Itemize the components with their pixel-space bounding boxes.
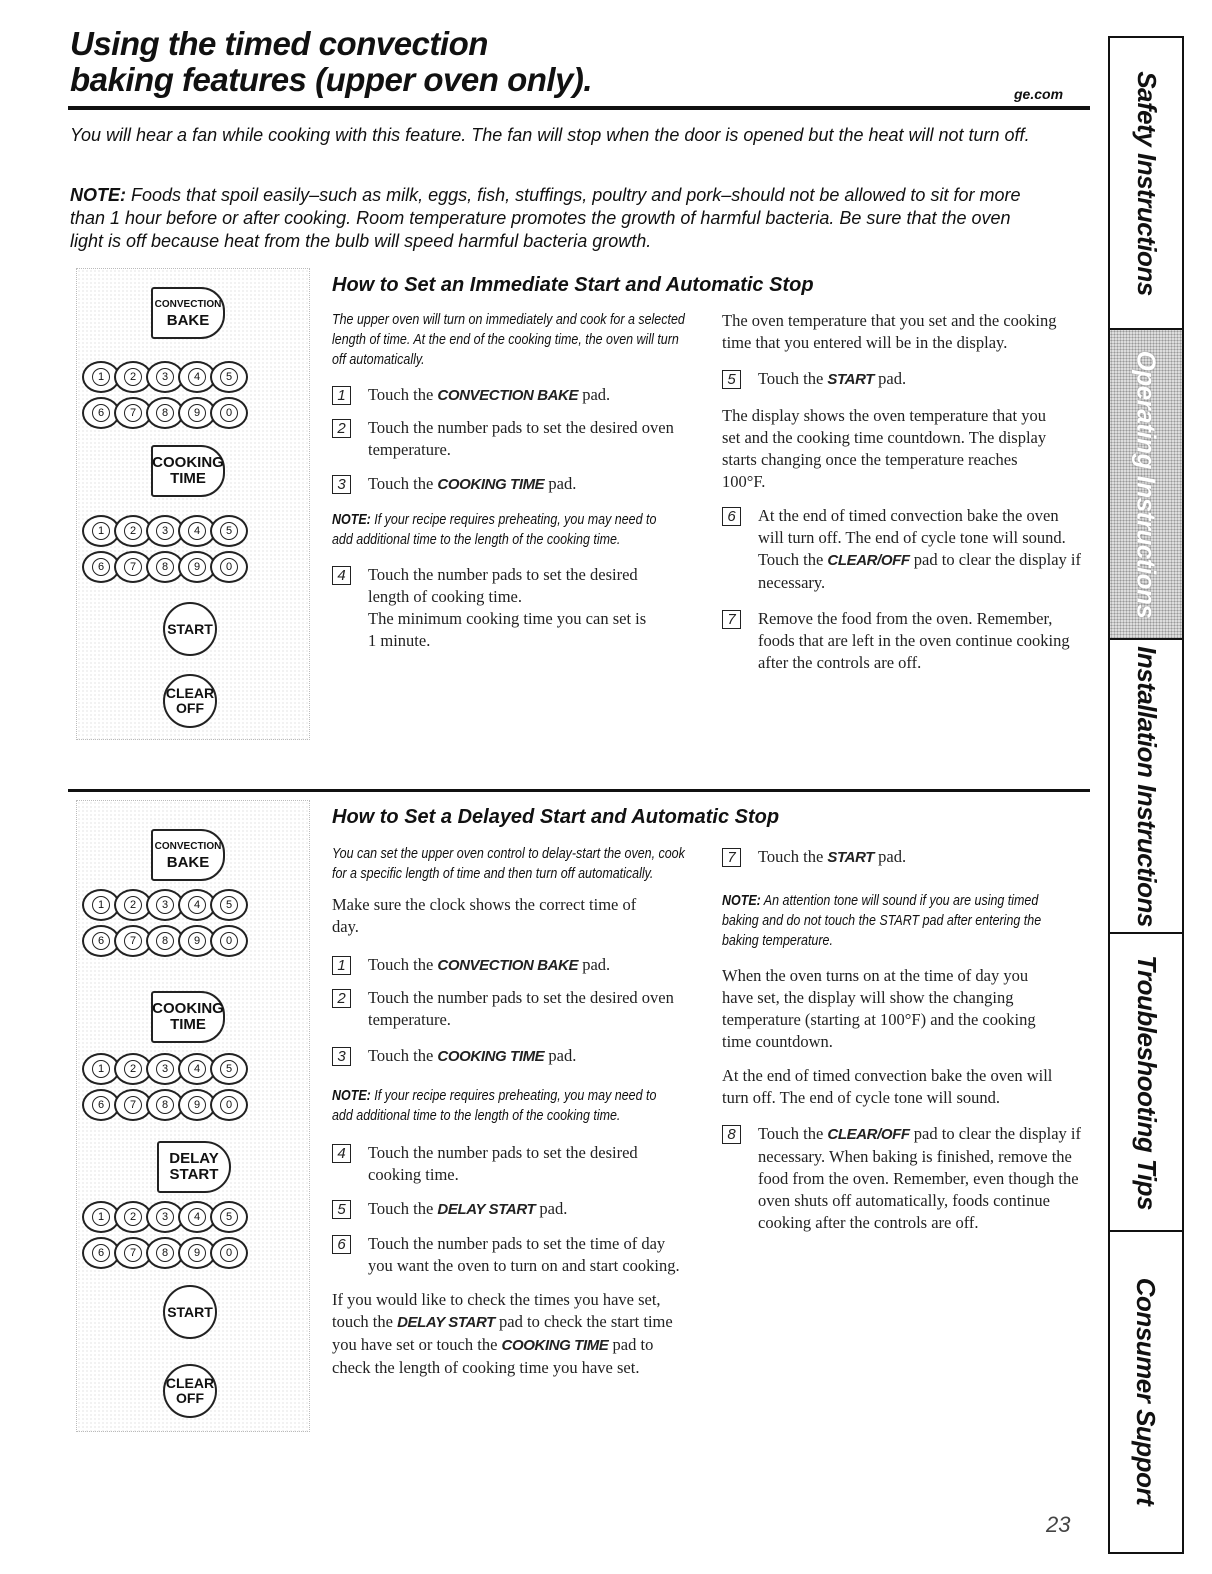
number-key: 6 [82,1237,120,1269]
step-number: 8 [722,1125,741,1144]
step-4: 4 Touch the number pads to set the desired length of cooking time. The minimum cooking time you can set is 1 minute. [332,564,652,652]
keypad-illustration-1 [76,268,310,740]
title-rule [68,106,1090,110]
pad-label: START [167,620,213,637]
number-key: 2 [114,1201,152,1233]
section1-right-column [722,310,1086,674]
number-key: 7 [114,551,152,583]
number-key: 9 [178,925,216,957]
convection-bake-pad [151,829,225,881]
number-key: 2 [114,1053,152,1085]
sidebar-tab-label: Installation Instructions [1131,645,1162,927]
step-number: 7 [722,848,741,867]
number-key: 9 [178,1237,216,1269]
note-text: Foods that spoil easily–such as milk, eggs, fish, stuffings, poultry and pork–should not be allowed to sit for more than 1 hour before or after cooking. Room temperature promotes the growth of harmful bacteria. Be sure that the oven light is off because heat from the bulb will speed harmful bacteria growth. [70,185,1021,251]
start-pad [163,602,217,656]
number-key: 1 [82,515,120,547]
step-number: 3 [332,1047,351,1066]
number-key: 8 [146,397,184,429]
number-key: 0 [210,1089,248,1121]
sidebar-tab-label: Safety Instructions [1131,70,1162,296]
sidebar-tab-safety[interactable] [1110,38,1182,328]
number-key: 7 [114,925,152,957]
step-number: 2 [332,989,351,1008]
step-number: 2 [332,419,351,438]
number-key: 8 [146,1237,184,1269]
sidebar-tab-label: Troubleshooting Tips [1131,954,1162,1210]
number-key: 4 [178,889,216,921]
number-row-1 [82,515,242,547]
pad-label: OFF [176,1390,204,1406]
number-key: 0 [210,1237,248,1269]
step-4: 4 Touch the number pads to set the desired cooking time. [332,1142,692,1186]
pad-label: COOKING [152,454,224,471]
number-key: 1 [82,889,120,921]
number-key: 1 [82,1201,120,1233]
pad-label: START [167,1303,213,1320]
step-2: 2 Touch the number pads to set the desired oven temperature. [332,417,712,461]
sidebar-tab-troubleshooting[interactable] [1110,934,1182,1230]
number-key: 1 [82,361,120,393]
number-row-2 [82,925,242,957]
step-number: 7 [722,610,741,629]
section1-left-column [332,310,712,652]
step-number: 3 [332,475,351,494]
step-number: 5 [332,1200,351,1219]
title-line-1: Using the timed convection [70,25,488,62]
number-key: 5 [210,361,248,393]
number-key: 7 [114,1089,152,1121]
number-key: 2 [114,889,152,921]
section1-right-intro: The oven temperature that you set and the cooking time that you entered will be in the display. [722,311,1057,352]
number-key: 7 [114,1237,152,1269]
pad-label: TIME [170,470,206,487]
number-key: 6 [82,925,120,957]
cooking-time-pad [151,991,225,1043]
pad-label: BAKE [166,854,210,871]
pad-label: START [169,1166,219,1183]
number-row-2 [82,1089,242,1121]
number-key: 8 [146,925,184,957]
number-key: 3 [146,515,184,547]
when-paragraph: When the oven turns on at the time of day you have set, the display will show the changing temperature (starting at 100°F) and the cooking time countdown. [722,966,1036,1051]
number-row-1 [82,1201,242,1233]
clock-paragraph: Make sure the clock shows the correct time of day. [332,895,637,936]
section2-intro: You can set the upper oven control to delay-start the oven, cook for a specific length of time and then turn off automatically. [332,846,685,882]
number-key: 0 [210,397,248,429]
pad-label: OFF [176,700,204,716]
step-number: 5 [722,370,741,389]
pad-label: CLEAR [165,1375,215,1391]
step-5: 5 Touch the START pad. [722,368,1086,391]
number-key: 5 [210,1201,248,1233]
step-6: 6 At the end of timed convection bake the oven will turn off. The end of cycle tone will sound. Touch the CLEAR/OFF pad to clear the display if necessary. [722,505,1086,594]
number-key: 4 [178,1053,216,1085]
section2-note-2: NOTE: An attention tone will sound if you are using timed baking and do not touch the START pad after entering the baking temperature. [722,893,1042,949]
step-number: 1 [332,386,351,405]
number-key: 5 [210,1053,248,1085]
number-key: 5 [210,515,248,547]
step-1: 1 Touch the CONVECTION BAKE pad. [332,954,692,977]
step-2: 2 Touch the number pads to set the desired oven temperature. [332,987,692,1031]
number-key: 6 [82,1089,120,1121]
step-7: 7 Touch the START pad. [722,846,1086,869]
cooking-time-pad [151,445,225,497]
step-8: 8 Touch the CLEAR/OFF pad to clear the display if necessary. When baking is finished, remove the food from the oven. Remember, even though the oven shuts off automatically, foods continue cooking after the controls are off. [722,1123,1086,1234]
step-number: 1 [332,956,351,975]
number-row-1 [82,889,242,921]
number-row-2 [82,1237,242,1269]
page-title [70,26,592,98]
end-paragraph: At the end of timed convection bake the oven will turn off. The end of cycle tone will sound. [722,1066,1053,1107]
note-paragraph [70,184,1030,253]
number-row-2 [82,551,242,583]
pad-label: CONVECTION [154,841,222,852]
number-key: 8 [146,551,184,583]
step-number: 6 [722,507,741,526]
number-key: 6 [82,551,120,583]
number-key: 4 [178,361,216,393]
pad-label: CONVECTION [154,299,222,310]
pad-label: TIME [170,1016,206,1033]
step-number: 6 [332,1235,351,1254]
keypad-illustration-2 [76,800,310,1432]
section1-heading: How to Set an Immediate Start and Automatic Stop [332,274,814,296]
number-key: 9 [178,1089,216,1121]
page-number: 23 [1046,1512,1071,1537]
number-key: 0 [210,551,248,583]
sidebar-tab-label: Consumer Support [1131,1277,1162,1505]
number-key: 9 [178,551,216,583]
clear-off-pad [163,674,217,728]
number-key: 3 [146,1053,184,1085]
step-number: 4 [332,1144,351,1163]
number-key: 8 [146,1089,184,1121]
site-label: ge.com [1014,86,1064,102]
number-key: 4 [178,515,216,547]
section2-left-column [332,844,692,1379]
number-key: 2 [114,361,152,393]
pad-label: DELAY [169,1150,219,1167]
number-key: 3 [146,889,184,921]
display-paragraph: The display shows the oven temperature that you set and the cooking time countdown. The display starts changing once the temperature reaches 100°F. [722,406,1047,491]
number-key: 7 [114,397,152,429]
section2-right-column [722,846,1086,1234]
section2-note: NOTE: If your recipe requires preheating, you may need to add additional time to the length of the cooking time. [332,1088,657,1124]
section2-heading: How to Set a Delayed Start and Automatic Stop [332,806,780,828]
sidebar-tab-operating[interactable] [1110,330,1182,638]
note-label: NOTE: [70,185,126,205]
number-key: 3 [146,1201,184,1233]
section-sidebar [1108,36,1184,1554]
number-key: 5 [210,889,248,921]
title-line-2: baking features (upper oven only). [70,61,593,98]
pad-label: CLEAR [165,685,215,701]
step-1: 1 Touch the CONVECTION BAKE pad. [332,384,712,407]
number-row-1 [82,361,242,393]
step-5: 5 Touch the DELAY START pad. [332,1198,692,1221]
number-key: 3 [146,361,184,393]
number-key: 0 [210,925,248,957]
section1-note: NOTE: If your recipe requires preheating, you may need to add additional time to the length of the cooking time. [332,512,657,548]
step-3: 3 Touch the COOKING TIME pad. [332,1045,692,1068]
pad-label: BAKE [166,312,210,329]
section-divider [68,789,1090,792]
pad-label: COOKING [152,1000,224,1017]
number-key: 1 [82,1053,120,1085]
start-pad [163,1285,217,1339]
step-6: 6 Touch the number pads to set the time of day you want the oven to turn on and start cooking. [332,1233,692,1277]
step-number: 4 [332,566,351,585]
fan-paragraph: You will hear a fan while cooking with this feature. The fan will stop when the door is opened but the heat will not turn off. [70,125,1030,145]
delay-start-pad [157,1141,231,1193]
number-row-1 [82,1053,242,1085]
section1-intro: The upper oven will turn on immediately and cook for a selected length of time. At the end of the cooking time, the oven will turn off automatically. [332,312,685,368]
number-key: 6 [82,397,120,429]
number-key: 9 [178,397,216,429]
sidebar-tab-consumer-support[interactable] [1110,1232,1182,1550]
sidebar-tab-installation[interactable] [1110,640,1182,932]
number-key: 2 [114,515,152,547]
check-paragraph: If you would like to check the times you have set, touch the DELAY START pad to check the start time you have set or touch the COOKING TIME pad to check the length of cooking time you have set. [332,1290,673,1377]
step-7: 7 Remove the food from the oven. Remember, foods that are left in the oven continue cooking after the controls are off. [722,608,1086,674]
sidebar-tab-label: Operating Instructions [1131,350,1162,618]
convection-bake-pad [151,287,225,339]
number-row-2 [82,397,242,429]
step-3: 3 Touch the COOKING TIME pad. [332,473,712,496]
clear-off-pad [163,1364,217,1418]
number-key: 4 [178,1201,216,1233]
